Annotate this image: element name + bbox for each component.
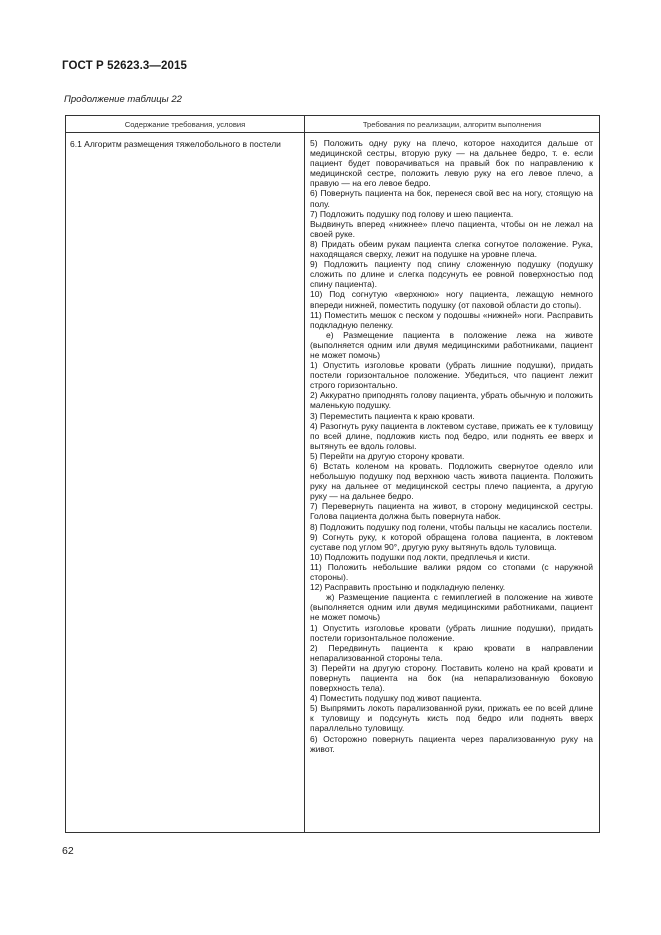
algorithm-step: 11) Положить небольшие валики рядом со стопами (с наружной стороны). <box>310 561 593 583</box>
algorithm-step: 12) Расправить простыню и подкладную пеленку. <box>310 582 506 593</box>
algorithm-step: 2) Аккуратно приподнять голову пациента, убрать обычную и положить маленькую подушку. <box>310 390 593 411</box>
column-header-condition: Содержание требования, условия <box>66 116 305 133</box>
table-header-row <box>66 116 600 133</box>
page-number: 62 <box>62 845 74 857</box>
algorithm-step: 5) Положить одну руку на плечо, которое находится дальше от медицинской сестры, вторую руку — на дальнее бедро, т. е. если пациент будет поворачиваться на правый бок по направлению к медицинской сестре, положить левую руку на его левое плечо, а правую — на его левое бедро. <box>310 138 593 189</box>
algorithm-step: 3) Переместить пациента к краю кровати. <box>310 410 475 421</box>
algorithm-step: 6) Повернуть пациента на бок, перенеся свой вес на ногу, стоящую на полу. <box>310 188 593 209</box>
condition-cell <box>66 133 305 833</box>
algorithm-step: 5) Выпрямить локоть парализованной руки, прижать ее по всей длине к туловищу и подсунуть кисть под бедро или поднять вверх параллельно туловищу. <box>310 703 593 734</box>
document-title: ГОСТ Р 52623.3—2015 <box>62 60 187 72</box>
algorithm-step: 4) Поместить подушку под живот пациента. <box>310 693 482 704</box>
algorithm-step: 5) Перейти на другую сторону кровати. <box>310 450 465 461</box>
algorithm-step: 7) Подложить подушку под голову и шею пациента. <box>310 208 514 219</box>
algorithm-step: 9) Подложить пациенту под спину сложенную подушку (подушку сложить по длине и слегка подсунуть ее ровной поверхностью под спину пациента). <box>310 259 593 290</box>
algorithm-step: 9) Согнуть руку, к которой обращена голова пациента, в локтевом суставе под углом 90°, другую руку вытянуть вдоль туловища. <box>310 531 593 552</box>
algorithm-step: 10) Подложить подушки под локти, предплечья и кисти. <box>310 551 530 562</box>
algorithm-step: 4) Разогнуть руку пациента в локтевом суставе, прижать ее к туловищу по всей длине, подложив кисть под бедро, или поднять ее вверх и вытянуть ее вдоль головы. <box>310 420 593 451</box>
algorithm-step: е) Размещение пациента в положение лежа на животе (выполняется одним или двумя медицинскими работниками, пациент не может помочь) <box>310 329 593 360</box>
algorithm-step: Выдвинуть вперед «нижнее» плечо пациента, чтобы он не лежал на своей руке. <box>310 218 593 239</box>
algorithm-step: 11) Поместить мешок с песком у подошвы «нижней» ноги. Расправить подкладную пеленку. <box>310 309 593 330</box>
algorithm-step: 6) Осторожно повернуть пациента через парализованную руку на живот. <box>310 733 593 754</box>
condition-text: 6.1 Алгоритм размещения тяжелобольного в постели <box>70 139 281 149</box>
algorithm-step: 8) Подложить подушку под голени, чтобы пальцы не касались постели. <box>310 521 593 532</box>
table-continuation-label: Продолжение таблицы 22 <box>64 94 182 105</box>
algorithm-step: 1) Опустить изголовье кровати (убрать лишние подушки), придать постели горизонтальное положение. Убедиться, что пациент лежит строго горизонтально. <box>310 360 593 391</box>
algorithm-step: 6) Встать коленом на кровать. Подложить свернутое одеяло или небольшую подушку под верхнюю часть живота пациента. Положить руку на дальнее от медицинской сестры плечо пациента, а другую руку — на дальнее бедро. <box>310 461 593 502</box>
algorithm-step: 8) Придать обеим рукам пациента слегка согнутое положение. Рука, находящаяся сверху, лежит на подушке на уровне плеча. <box>310 238 593 260</box>
algorithm-step: 10) Под согнутую «верхнюю» ногу пациента, лежащую немного впереди нижней, поместить подушку (от паховой области до стопы). <box>310 289 593 310</box>
algorithm-step: 2) Передвинуть пациента к краю кровати в направлении непарализованной стороны тела. <box>310 642 593 663</box>
algorithm-cell <box>305 133 600 833</box>
algorithm-step: 7) Перевернуть пациента на живот, в сторону медицинской сестры. Голова пациента должна быть повернута набок. <box>310 501 593 522</box>
table-row <box>66 133 600 833</box>
algorithm-steps <box>305 133 599 754</box>
algorithm-step: 3) Перейти на другую сторону. Поставить колено на край кровати и повернуть пациента на бок (на непарализованную боковую поверхность тела). <box>310 662 593 694</box>
algorithm-step: ж) Размещение пациента с гемиплегией в положение на животе (выполняется одним или двумя медицинскими работниками, пациент не может помочь) <box>310 592 593 623</box>
column-header-algorithm: Требования по реализации, алгоритм выполнения <box>305 116 600 133</box>
requirements-table <box>65 115 600 833</box>
algorithm-step: 1) Опустить изголовье кровати (убрать лишние подушки), придать постели горизонтальное положение. <box>310 622 593 643</box>
